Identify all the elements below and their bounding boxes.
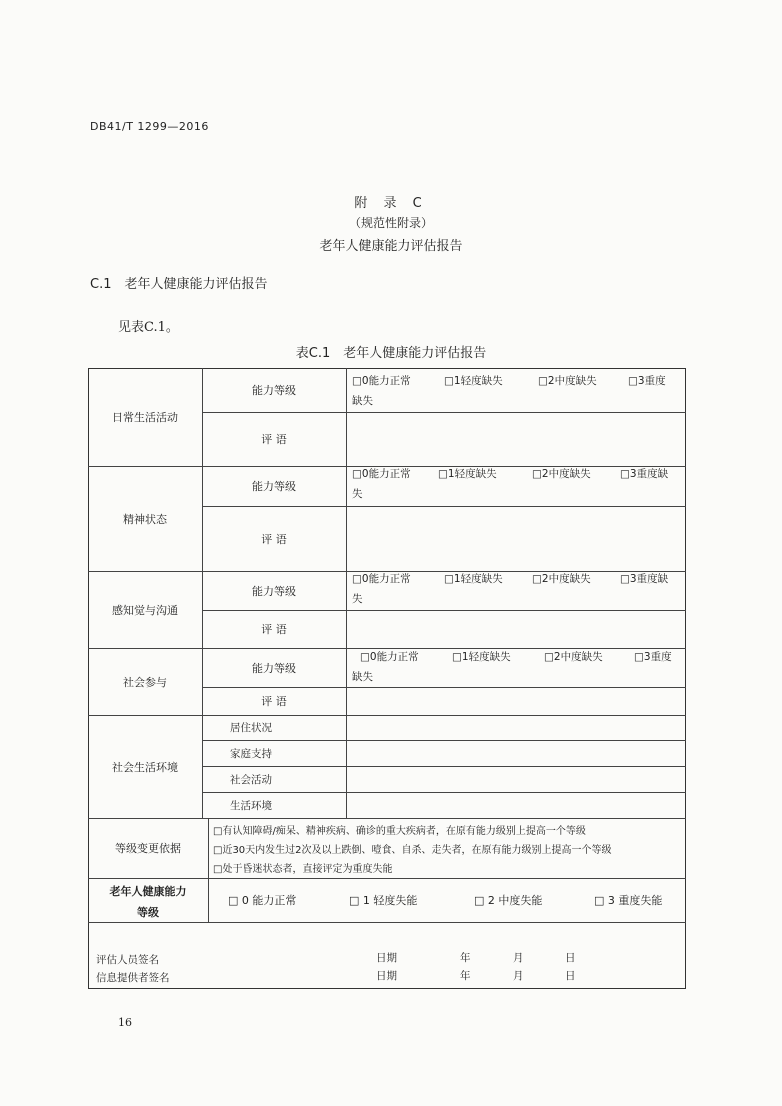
env-item: 生活环境 (230, 800, 272, 812)
env-item: 家庭支持 (230, 748, 272, 760)
category-social: 社会参与 (123, 675, 167, 689)
comment-label: 评 语 (261, 695, 287, 708)
row-divider (88, 878, 686, 879)
document-code: DB41/T 1299—2016 (90, 120, 209, 133)
option-mild[interactable]: □1轻度缺失 (452, 651, 511, 663)
sub-row-divider (202, 740, 686, 741)
final-level-label: 老年人健康能力 (109, 885, 187, 898)
page-number: 16 (118, 1016, 132, 1029)
final-option-moderate[interactable]: □ 2 中度失能 (474, 894, 543, 907)
option-severe-cont: 缺失 (352, 395, 373, 407)
option-normal[interactable]: □0能力正常 (352, 468, 411, 480)
final-option-mild[interactable]: □ 1 轻度失能 (349, 894, 418, 907)
options-social (352, 647, 682, 687)
day-label: 日 (565, 952, 576, 964)
option-severe-cont: 失 (352, 593, 363, 605)
basis-option[interactable]: □近30天内发生过2次及以上跌倒、噎食、自杀、走失者，在原有能力级别上提高一个等级 (213, 845, 612, 856)
options-perception (352, 569, 682, 609)
year-label: 年 (460, 952, 471, 964)
env-item: 社会活动 (230, 774, 272, 786)
category-daily: 日常生活活动 (112, 411, 178, 424)
see-table-text: 见表C.1。 (118, 320, 179, 335)
month-label: 月 (513, 970, 524, 982)
option-moderate[interactable]: □2中度缺失 (532, 573, 591, 585)
option-moderate[interactable]: □2中度缺失 (544, 651, 603, 663)
col-divider (346, 368, 347, 818)
option-severe-cont: 缺失 (352, 671, 373, 683)
final-option-normal[interactable]: □ 0 能力正常 (228, 894, 297, 907)
option-normal[interactable]: □0能力正常 (360, 651, 419, 663)
comment-label: 评 语 (261, 433, 287, 446)
appendix-title: 附 录 C (354, 196, 428, 211)
option-normal[interactable]: □0能力正常 (352, 375, 411, 387)
option-mild[interactable]: □1轻度缺失 (438, 468, 497, 480)
sub-row-divider (202, 766, 686, 767)
section-heading: C.1 老年人健康能力评估报告 (90, 277, 268, 292)
option-severe[interactable]: □3重度 (634, 651, 672, 663)
level-label: 能力等级 (252, 384, 296, 397)
option-severe[interactable]: □3重度 (628, 375, 666, 387)
option-mild[interactable]: □1轻度缺失 (444, 375, 503, 387)
assessor-signature-label: 评估人员签名 (96, 954, 159, 966)
category-perception: 感知觉与沟通 (112, 603, 178, 617)
option-severe-cont: 失 (352, 488, 363, 500)
final-level-label-2: 等级 (137, 906, 159, 919)
appendix-name: 老年人健康能力评估报告 (319, 239, 463, 254)
level-label: 能力等级 (252, 661, 296, 675)
row-divider (88, 922, 686, 923)
level-label: 能力等级 (252, 584, 296, 598)
date-label: 日期 (376, 970, 397, 982)
basis-label: 等级变更依据 (115, 842, 181, 855)
basis-option[interactable]: □有认知障碍/痴呆、精神疾病、确诊的重大疾病者，在原有能力级别上提高一个等级 (213, 826, 586, 837)
informant-signature-label: 信息提供者签名 (96, 972, 170, 984)
options-mental (352, 464, 682, 504)
level-label: 能力等级 (252, 480, 296, 493)
day-label: 日 (565, 970, 576, 982)
option-severe[interactable]: □3重度缺 (620, 468, 669, 480)
option-moderate[interactable]: □2中度缺失 (532, 468, 591, 480)
options-daily (352, 371, 682, 411)
sub-row-divider (202, 792, 686, 793)
option-normal[interactable]: □0能力正常 (352, 573, 411, 585)
env-item: 居住状况 (230, 722, 272, 734)
comment-label: 评 语 (261, 623, 287, 636)
month-label: 月 (513, 952, 524, 964)
final-option-severe[interactable]: □ 3 重度失能 (594, 894, 663, 907)
basis-option[interactable]: □处于昏迷状态者，直接评定为重度失能 (213, 864, 393, 875)
table-caption: 表C.1 老年人健康能力评估报告 (295, 346, 487, 361)
category-environment: 社会生活环境 (112, 760, 178, 774)
appendix-subtitle: （规范性附录） (348, 216, 433, 230)
option-mild[interactable]: □1轻度缺失 (444, 573, 503, 585)
comment-label: 评 语 (261, 532, 287, 546)
category-mental: 精神状态 (123, 512, 167, 526)
col-divider (208, 818, 209, 922)
option-moderate[interactable]: □2中度缺失 (538, 375, 597, 387)
date-label: 日期 (376, 952, 397, 964)
year-label: 年 (460, 970, 471, 982)
option-severe[interactable]: □3重度缺 (620, 573, 669, 585)
